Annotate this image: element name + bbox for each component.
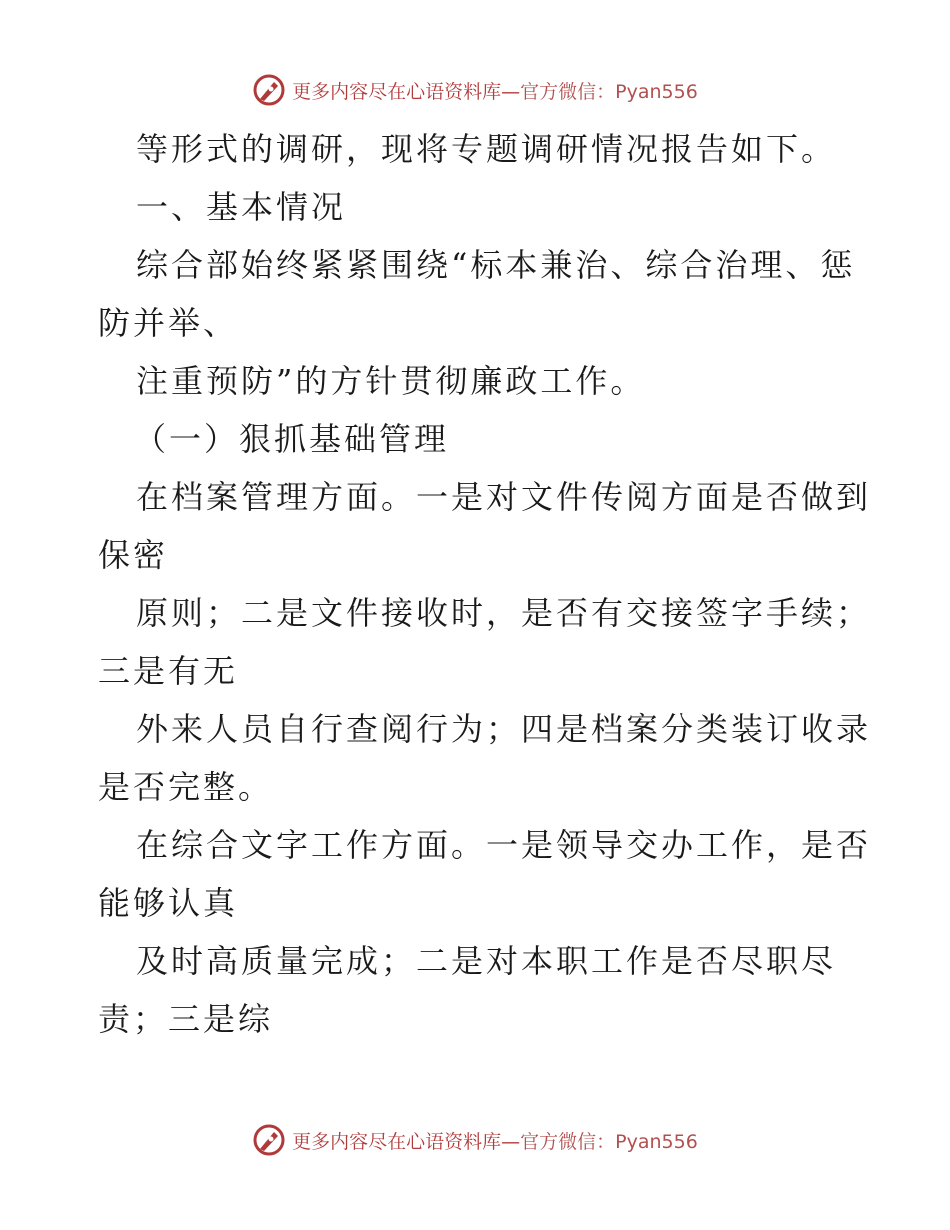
paragraph: 注重预防”的方针贯彻廉政工作。 — [136, 362, 646, 400]
banner-wechat: 官方微信：Pyan556 — [520, 80, 698, 103]
subsection-heading: （一）狠抓基础管理 — [134, 420, 450, 458]
pen-seal-icon — [252, 73, 286, 107]
paragraph: 在档案管理方面。一是对文件传阅方面是否做到 保密 — [98, 478, 872, 574]
banner-text: 更多内容尽在心语资料库—官方微信：Pyan556 — [292, 80, 698, 103]
banner-wechat: 官方微信：Pyan556 — [520, 1130, 698, 1153]
paragraph: 等形式的调研，现将专题调研情况报告如下。 — [136, 130, 837, 168]
footer-watermark-banner — [0, 1120, 950, 1160]
document-body — [98, 120, 872, 1048]
section-heading: 一、基本情况 — [136, 188, 347, 226]
header-watermark-banner — [0, 70, 950, 110]
paragraph: 原则；二是文件接收时，是否有交接签字手续； 三是有无 — [98, 594, 872, 690]
paragraph: 及时高质量完成；二是对本职工作是否尽职尽 责；三是综 — [98, 942, 837, 1038]
paragraph: 外来人员自行查阅行为；四是档案分类装订收录 是否完整。 — [98, 710, 872, 806]
paragraph: 综合部始终紧紧围绕“标本兼治、综合治理、惩 防并举、 — [98, 246, 856, 342]
pen-seal-icon — [252, 1123, 286, 1157]
banner-text: 更多内容尽在心语资料库—官方微信：Pyan556 — [292, 1130, 698, 1153]
paragraph: 在综合文字工作方面。一是领导交办工作，是否 能够认真 — [98, 826, 872, 922]
